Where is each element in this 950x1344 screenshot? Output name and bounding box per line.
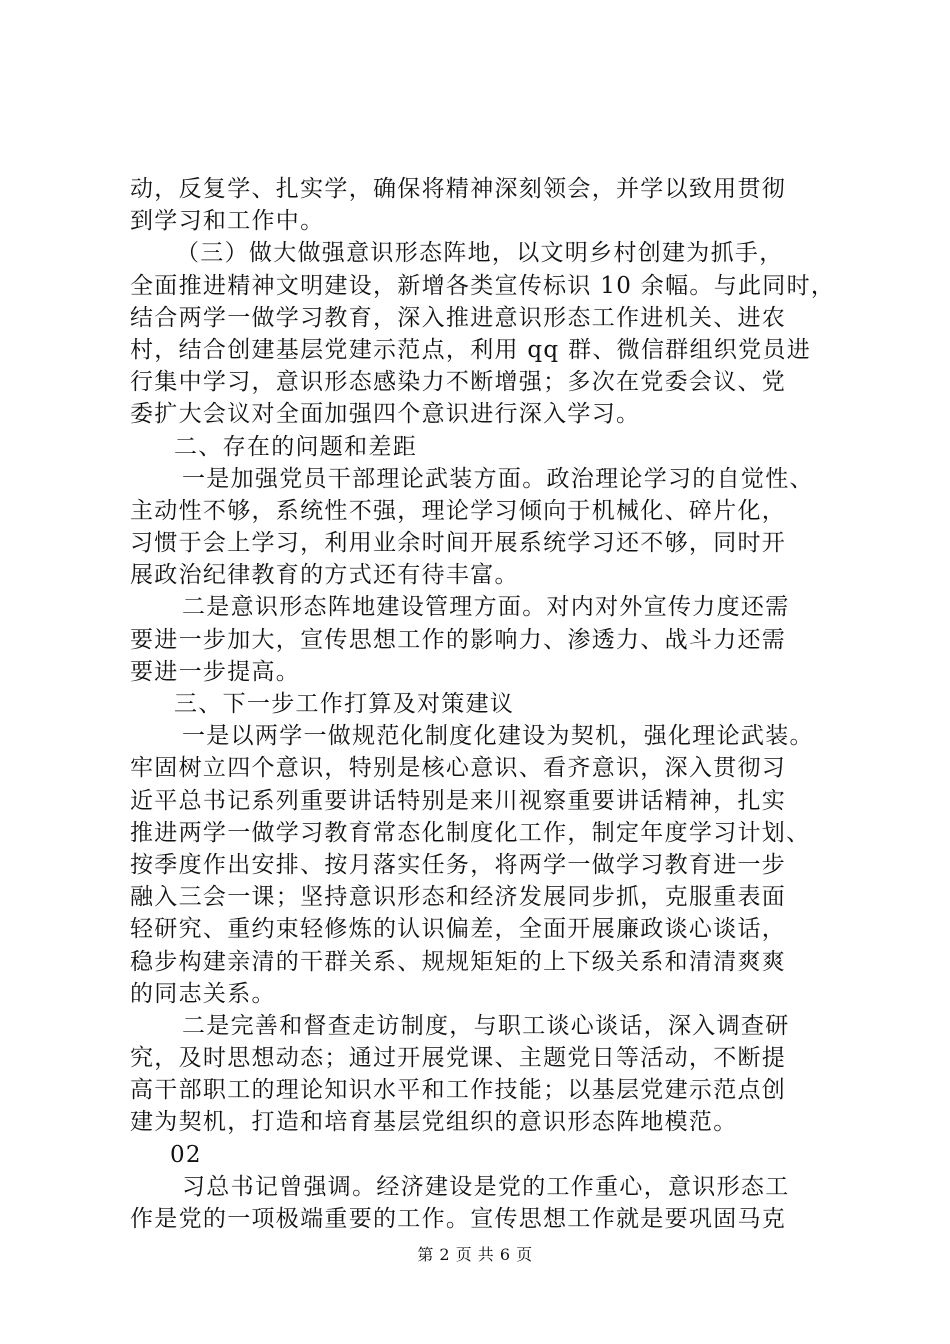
text-line: 高干部职工的理论知识水平和工作技能；以基层党建示范点创 bbox=[130, 1077, 787, 1104]
text-line: 建为契机，打造和培育基层党组织的意识形态阵地模范。 bbox=[130, 1109, 738, 1136]
text-line: 作是党的一项极端重要的工作。宣传思想工作就是要巩固马克 bbox=[130, 1206, 787, 1232]
text-line: 轻研究、重约束轻修炼的认识偏差，全面开展廉政谈心谈话， bbox=[130, 916, 787, 943]
text-line: 推进两学一做学习教育常态化制度化工作，制定年度学习计划、 bbox=[130, 819, 811, 846]
paragraph-start-line: 一是以两学一做规范化制度化建设为契机，强化理论武装。 bbox=[182, 723, 814, 750]
text-line: 结合两学一做学习教育，深入推进意识形态工作进机关、进农 bbox=[130, 304, 787, 331]
text-line: 展政治纪律教育的方式还有待丰富。 bbox=[130, 562, 519, 589]
paragraph-start-line: （三）做大做强意识形态阵地，以文明乡村创建为抓手， bbox=[176, 240, 784, 267]
text-line: 村，结合创建基层党建示范点，利用 qq 群、微信群组织党员进 bbox=[130, 336, 812, 363]
text-line: 主动性不够，系统性不强，理论学习倾向于机械化、碎片化， bbox=[130, 497, 787, 524]
paragraph-start-line: 一是加强党员干部理论武装方面。政治理论学习的自觉性、 bbox=[182, 465, 814, 492]
section-number: 02 bbox=[170, 1141, 202, 1168]
text-line: 牢固树立四个意识，特别是核心意识、看齐意识，深入贯彻习 bbox=[130, 755, 787, 782]
text-line: 要进一步提高。 bbox=[130, 658, 301, 685]
paragraph-start-line: 习总书记曾强调。经济建设是党的工作重心，意识形态工 bbox=[182, 1173, 790, 1200]
text-line: 到学习和工作中。 bbox=[130, 208, 325, 235]
text-line: 按季度作出安排、按月落实任务，将两学一做学习教育进一步 bbox=[130, 851, 787, 878]
text-line: 要进一步加大，宣传思想工作的影响力、渗透力、战斗力还需 bbox=[130, 626, 787, 653]
text-line: 全面推进精神文明建设，新增各类宣传标识 10 余幅。与此同时， bbox=[130, 272, 836, 299]
text-line: 的同志关系。 bbox=[130, 980, 276, 1007]
text-line: 委扩大会议对全面加强四个意识进行深入学习。 bbox=[130, 401, 641, 428]
text-line: 究，及时思想动态；通过开展党课、主题党日等活动，不断提 bbox=[130, 1045, 787, 1072]
text-line: 行集中学习，意识形态感染力不断增强；多次在党委会议、党 bbox=[130, 369, 787, 396]
section-heading-3: 三、下一步工作打算及对策建议 bbox=[174, 691, 515, 717]
text-line: 稳步构建亲清的干群关系、规规矩矩的上下级关系和清清爽爽 bbox=[130, 948, 787, 975]
body-text bbox=[130, 173, 860, 1235]
section-heading-2: 二、存在的问题和差距 bbox=[174, 433, 417, 460]
text-line: 动，反复学、扎实学，确保将精神深刻领会，并学以致用贯彻 bbox=[130, 176, 787, 202]
paragraph-start-line: 二是完善和督查走访制度，与职工谈心谈话，深入调查研 bbox=[182, 1012, 790, 1039]
page-number-footer: 第 2 页 共 6 页 bbox=[417, 1245, 533, 1264]
text-line: 习惯于会上学习，利用业余时间开展系统学习还不够，同时开 bbox=[130, 530, 787, 557]
paragraph-start-line: 二是意识形态阵地建设管理方面。对内对外宣传力度还需 bbox=[182, 594, 790, 621]
text-line: 近平总书记系列重要讲话特别是来川视察重要讲话精神，扎实 bbox=[130, 787, 787, 814]
text-line: 融入三会一课；坚持意识形态和经济发展同步抓，克服重表面 bbox=[130, 884, 787, 911]
